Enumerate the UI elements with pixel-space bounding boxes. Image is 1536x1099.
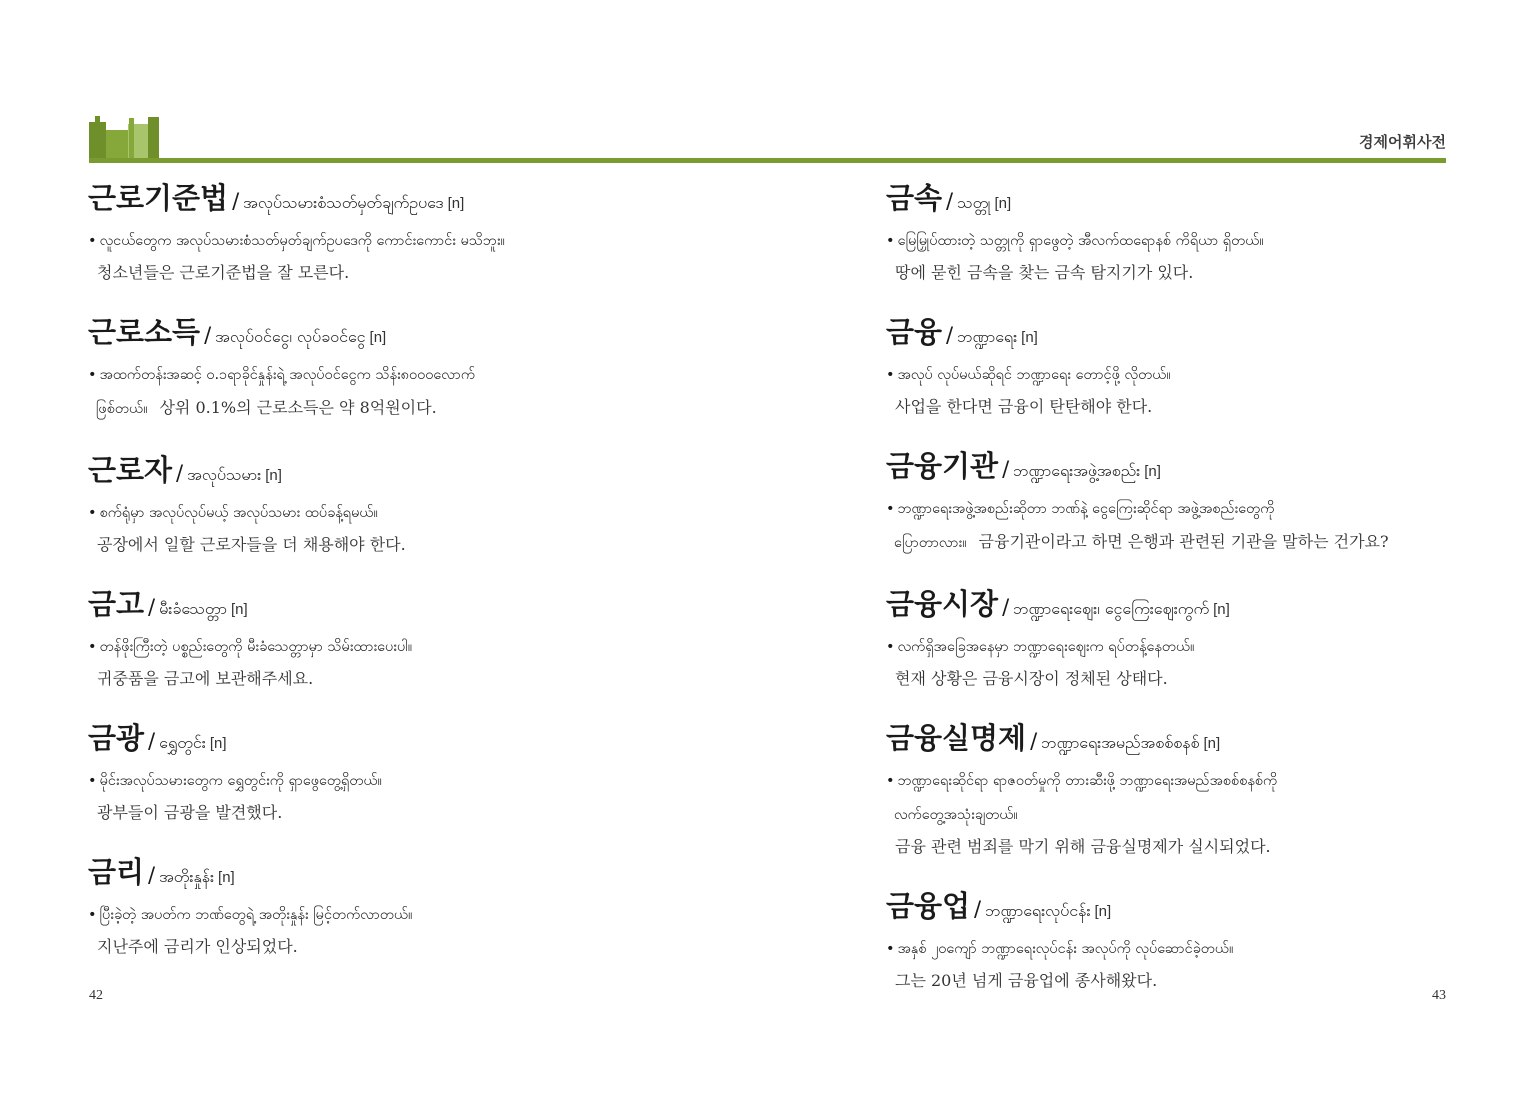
- bullet-icon: •: [88, 639, 97, 655]
- bullet-icon: •: [88, 233, 97, 249]
- entry-heading: [88, 718, 708, 764]
- entry-term: 근로기준법: [88, 181, 229, 215]
- dictionary-entry: [886, 178, 1506, 288]
- entry-meaning: ဘဏ္ဍာရေးဈေး၊ ငွေကြေးဈေးကွက်: [1013, 599, 1210, 618]
- dictionary-entry: [88, 178, 708, 288]
- example-korean: 상위 0.1%의 근로소득은 약 8억원이다.: [159, 398, 437, 417]
- entry-heading: [886, 718, 1506, 764]
- entry-meaning: အလုပ်သမားစံသတ်မှတ်ချက်ဥပဒေ: [243, 193, 444, 212]
- example-myanmar-text: လက်တွေ့အသုံးချတယ်။: [894, 807, 1018, 823]
- example-korean: 금융 관련 범죄를 막기 위해 금융실명제가 실시되었다.: [895, 837, 1271, 856]
- example-korean: 땅에 묻힌 금속을 찾는 금속 탐지기가 있다.: [895, 263, 1194, 282]
- entry-meaning: ရွှေတွင်း: [159, 733, 206, 752]
- entry-heading: [88, 852, 708, 898]
- header-rule: [89, 158, 1446, 163]
- entry-term: 금융: [886, 315, 943, 349]
- entry-heading: [88, 584, 708, 630]
- dictionary-entry: [88, 450, 708, 560]
- entry-term: 금리: [88, 855, 145, 889]
- example-myanmar: [88, 496, 708, 530]
- slash-separator: /: [148, 729, 156, 753]
- example-korean: 지난주에 금리가 인상되었다.: [97, 937, 298, 956]
- example-myanmar: [886, 630, 1506, 664]
- entry-heading: [886, 312, 1506, 358]
- example-korean: 청소년들은 근로기준법을 잘 모른다.: [97, 263, 350, 282]
- entry-meaning: ဘဏ္ဍာရေးလုပ်ငန်း: [985, 901, 1091, 920]
- entry-term: 근로소득: [88, 315, 201, 349]
- example-myanmar-continued: [886, 526, 1506, 560]
- example-myanmar-continued: [88, 392, 708, 426]
- header-decoration: [89, 117, 159, 160]
- entry-term: 금융시장: [886, 587, 999, 621]
- part-of-speech: [n]: [1203, 735, 1221, 752]
- bullet-icon: •: [886, 639, 895, 655]
- book-title: 경제어휘사전: [1359, 133, 1446, 151]
- entry-heading: [88, 312, 708, 358]
- part-of-speech: [n]: [1213, 601, 1230, 618]
- entry-term: 금광: [88, 721, 145, 755]
- part-of-speech: [n]: [994, 195, 1012, 212]
- entry-meaning: ဘဏ္ဍာရေးအဖွဲ့အစည်း: [1013, 461, 1141, 480]
- example-myanmar-text: လက်ရှိအခြေအနေမှာ ဘဏ္ဍာရေးဈေးက ရပ်တန့်နေတယ်။: [897, 639, 1195, 655]
- example-myanmar-text: အနှစ် ၂၀ကျော် ဘဏ္ဍာရေးလုပ်ငန်း အလုပ်ကို လုပ်ဆောင်ခဲ့တယ်။: [897, 941, 1234, 957]
- part-of-speech: [n]: [265, 467, 282, 484]
- entry-term: 근로자: [88, 453, 173, 487]
- slash-separator: /: [946, 189, 954, 213]
- example-korean: 공장에서 일할 근로자들을 더 채용해야 한다.: [97, 535, 406, 554]
- slash-separator: /: [974, 897, 982, 921]
- entry-meaning: အလုပ်သမား: [187, 465, 262, 484]
- entry-meaning: မီးခံသေတ္တာ: [159, 599, 227, 618]
- example-korean: 금융기관이라고 하면 은행과 관련된 기관을 말하는 건가요?: [978, 532, 1389, 551]
- part-of-speech: [n]: [218, 869, 235, 886]
- example-myanmar-text: အလုပ် လုပ်မယ်ဆိုရင် ဘဏ္ဍာရေး တောင့်ဖို့ လိုတယ်။: [897, 367, 1171, 383]
- slash-separator: /: [176, 461, 184, 485]
- slash-separator: /: [232, 189, 240, 213]
- part-of-speech: [n]: [447, 195, 465, 212]
- part-of-speech: [n]: [1021, 329, 1038, 346]
- part-of-speech: [n]: [1144, 463, 1161, 480]
- bullet-icon: •: [886, 773, 895, 789]
- dictionary-entry: [88, 584, 708, 694]
- right-column: [886, 178, 1506, 1020]
- example-korean: 광부들이 금광을 발견했다.: [97, 803, 283, 822]
- bullet-icon: •: [886, 233, 895, 249]
- entry-heading: [886, 886, 1506, 932]
- example-myanmar-text: လူငယ်တွေက အလုပ်သမားစံသတ်မှတ်ချက်ဥပဒေကို ကောင်းကောင်း မသိဘူး။: [99, 233, 505, 249]
- example-myanmar-text: မြေမြှုပ်ထားတဲ့ သတ္တုကို ရှာဖွေတဲ့ အီလက်ထရောနစ် ကိရိယာ ရှိတယ်။: [897, 233, 1264, 249]
- example-korean: 현재 상황은 금융시장이 정체된 상태다.: [895, 669, 1168, 688]
- bullet-icon: •: [88, 505, 97, 521]
- entry-heading: [88, 450, 708, 496]
- example-myanmar-text: ဘဏ္ဍာရေးဆိုင်ရာ ရာဇဝတ်မှုကို တားဆီးဖို့ ဘဏ္ဍာရေးအမည်အစစ်စနစ်ကို: [897, 773, 1278, 789]
- dictionary-entry: [886, 886, 1506, 996]
- slash-separator: /: [1002, 595, 1010, 619]
- entry-meaning: သတ္တု: [957, 193, 991, 212]
- example-myanmar-continued: [886, 798, 1506, 832]
- dictionary-entry: [886, 312, 1506, 422]
- example-myanmar: [88, 898, 708, 932]
- example-myanmar-text: စက်ရုံမှာ အလုပ်လုပ်မယ့် အလုပ်သမား ထပ်ခန့်ရမယ်။: [99, 505, 378, 521]
- left-column: [88, 178, 708, 986]
- entry-term: 금고: [88, 587, 145, 621]
- slash-separator: /: [946, 323, 954, 347]
- page-number-right: 43: [1432, 988, 1446, 1003]
- dictionary-entry: [88, 852, 708, 962]
- example-myanmar: [886, 492, 1506, 526]
- bullet-icon: •: [886, 941, 895, 957]
- entry-meaning: အလုပ်ဝင်ငွေ၊ လုပ်ခဝင်ငွေ: [215, 327, 366, 346]
- example-myanmar: [886, 358, 1506, 392]
- entry-meaning: အတိုးနှုန်း: [159, 867, 215, 886]
- example-myanmar-text: အထက်တန်းအဆင့် ၀.၁ရာခိုင်နှုန်းရဲ့ အလုပ်ဝင်ငွေက သိန်း၈၀၀၀လောက်: [99, 367, 476, 383]
- entry-term: 금속: [886, 181, 943, 215]
- example-myanmar: [88, 630, 708, 664]
- entry-heading: [88, 178, 708, 224]
- example-myanmar: [88, 224, 708, 258]
- dictionary-entry: [88, 312, 708, 426]
- example-myanmar-text: ဖြစ်တယ်။: [96, 401, 148, 417]
- example-myanmar-text: ပြီးခဲ့တဲ့ အပတ်က ဘဏ်တွေရဲ့ အတိုးနှုန်း မြင့်တက်လာတယ်။: [99, 907, 413, 923]
- example-myanmar-text: မိုင်းအလုပ်သမားတွေက ရွှေတွင်းကို ရှာဖွေတွေ့ရှိတယ်။: [99, 773, 382, 789]
- entry-term: 금융실명제: [886, 721, 1027, 755]
- slash-separator: /: [204, 323, 212, 347]
- entry-meaning: ဘဏ္ဍာရေးအမည်အစစ်စနစ်: [1041, 733, 1200, 752]
- part-of-speech: [n]: [369, 329, 387, 346]
- part-of-speech: [n]: [231, 601, 248, 618]
- entry-term: 금융기관: [886, 449, 999, 483]
- part-of-speech: [n]: [1094, 903, 1112, 920]
- bullet-icon: •: [886, 367, 895, 383]
- bullet-icon: •: [88, 773, 97, 789]
- entry-heading: [886, 178, 1506, 224]
- slash-separator: /: [1030, 729, 1038, 753]
- example-myanmar-text: တန်ဖိုးကြီးတဲ့ ပစ္စည်းတွေကို မီးခံသေတ္တာမှာ သိမ်းထားပေးပါ။: [99, 639, 413, 655]
- bullet-icon: •: [886, 501, 895, 517]
- example-myanmar: [88, 358, 708, 392]
- entry-term: 금융업: [886, 889, 971, 923]
- entry-heading: [886, 584, 1506, 630]
- page-number-left: 42: [89, 988, 103, 1003]
- example-myanmar: [886, 764, 1506, 798]
- dictionary-entry: [886, 718, 1506, 862]
- example-myanmar: [886, 932, 1506, 966]
- entry-meaning: ဘဏ္ဍာရေး: [957, 327, 1018, 346]
- example-myanmar-text: ပြောတာလား။: [894, 535, 967, 551]
- entry-heading: [886, 446, 1506, 492]
- example-korean: 그는 20년 넘게 금융업에 종사해왔다.: [895, 971, 1158, 990]
- part-of-speech: [n]: [209, 735, 227, 752]
- slash-separator: /: [148, 863, 156, 887]
- example-myanmar: [88, 764, 708, 798]
- example-korean: 사업을 한다면 금융이 탄탄해야 한다.: [895, 397, 1153, 416]
- example-myanmar-text: ဘဏ္ဍာရေးအဖွဲ့အစည်းဆိုတာ ဘဏ်နဲ့ ငွေကြေးဆိုင်ရာ အဖွဲ့အစည်းတွေကို: [897, 501, 1275, 517]
- bullet-icon: •: [88, 907, 97, 923]
- example-korean: 귀중품을 금고에 보관해주세요.: [97, 669, 314, 688]
- example-myanmar: [886, 224, 1506, 258]
- dictionary-entry: [88, 718, 708, 828]
- bullet-icon: •: [88, 367, 97, 383]
- dictionary-entry: [886, 584, 1506, 694]
- dictionary-entry: [886, 446, 1506, 560]
- slash-separator: /: [1002, 457, 1010, 481]
- slash-separator: /: [148, 595, 156, 619]
